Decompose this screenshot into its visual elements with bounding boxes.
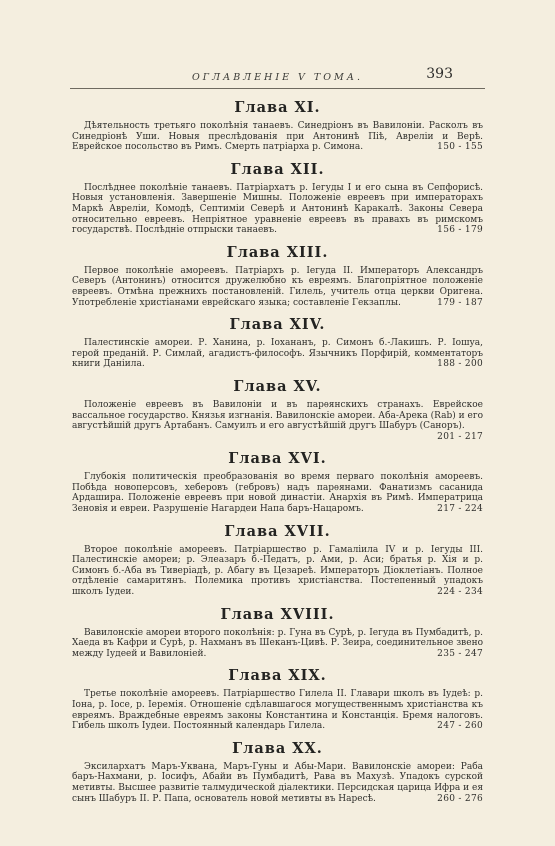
chapter-18	[72, 607, 483, 660]
chapter-summary	[72, 762, 483, 804]
summary-text: Первое поколѣніе амореевъ. Патріархъ р. Іегуда II. Императоръ Александръ Северъ (Антонинъ) относится дружелюбно къ евреямъ. Благопріятное положеніе евреевъ. Отмѣна прежнихъ постановленій. Гилель, учитель отца церкви Оригена. Употребленіе христіанами еврейскаго языка; составленіе Гекзаплы.	[72, 265, 483, 308]
chapter-11	[72, 100, 483, 153]
summary-text: Второе поколѣніе амореевъ. Патріаршество р. Гамаліила IV и р. Іегуды III. Палестинскіе амореи; р. Элеазаръ б.-Педатъ, р. Ами, р. Аси; братья р. Хія и р. Симонъ б.-Аба въ Тиверіадѣ, р. Абагу въ Цезареѣ. Императоръ Діоклетіанъ. Полное отдѣленіе самаритянъ. Полемика противъ христіанства. Постепенный упадокъ школъ Іудеи.	[72, 544, 483, 598]
summary-text: Дѣятельность третьяго поколѣнія танаевъ. Синедріонъ въ Вавилоніи. Расколъ въ Синедріонѣ Уши. Новыя преслѣдованія при Антонинѣ Піѣ, Авреліи и Верѣ. Еврейское посольство въ Римъ. Смерть патріарха р. Симона.	[72, 121, 483, 153]
chapter-13	[72, 245, 483, 308]
chapter-19	[72, 668, 483, 731]
chapter-heading: Глава XI.	[234, 99, 321, 116]
table-of-contents	[72, 100, 483, 813]
chapter-16	[72, 451, 483, 514]
chapter-heading: Глава XV.	[233, 377, 322, 395]
summary-text: Третье поколѣніе амореевъ. Патріаршество Гилела II. Главари школъ въ Іудеѣ: р. Іона, р. Іосе, р. Іеремія. Отношеніе сдѣлавшагося могущественнымъ христіанства къ евреямъ. Враждебные евреямъ законы Константина и Констанція. Бремя налоговъ. Гибель школъ Іудеи. Постоянный календарь Гилела.	[72, 689, 483, 732]
chapter-summary	[72, 338, 483, 370]
summary-text: Послѣднее поколѣніе танаевъ. Патріархатъ р. Іегуды I и его сына въ Сепфорисѣ. Новыя установленія. Завершеніе Мишны. Положеніе евреевъ при императорахъ Маркѣ Авреліи, Комодѣ, Септиміи Северѣ и Антонинѣ Каракалѣ. Законы Севера относительно евреевъ. Непріятное уравненіе евреевъ въ правахъ въ римскомъ государствѣ. Послѣдніе отпрыски танаевъ.	[72, 182, 483, 236]
page-range: 156 - 179	[437, 225, 483, 236]
chapter-17	[72, 524, 483, 598]
chapter-15	[72, 379, 483, 442]
chapter-14	[72, 317, 483, 370]
page-range: 179 - 187	[437, 297, 483, 308]
chapter-summary	[72, 121, 483, 153]
page-range: 150 - 155	[437, 142, 483, 153]
chapter-heading: Глава XII.	[230, 160, 325, 178]
chapter-summary	[72, 472, 483, 514]
chapter-heading: Глава XVII.	[224, 522, 331, 540]
page-number: 393	[426, 66, 453, 82]
chapter-summary	[72, 628, 483, 660]
chapter-summary	[72, 400, 483, 442]
running-head	[0, 66, 555, 86]
summary-text: Эксилархатъ Маръ-Уквана, Маръ-Гуны и Абы-Мари. Вавилонскіе амореи: Раба баръ-Нахмани, р. Іосифъ, Абайи въ Пумбадитѣ, Рава въ Махузѣ. Упадокъ сурской метивты. Высшее развитіе талмудической діалектики. Персидская царица Ифра и ея сынъ Шабуръ II. Р. Папа, основатель новой метивты въ Наресѣ.	[72, 761, 483, 804]
summary-text: Палестинскіе амореи. Р. Ханина, р. Іохананъ, р. Симонъ б.-Лакишъ. Р. Іошуа, герой преданій. Р. Симлай, агадистъ-философъ. Язычникъ Порфирій, комментаторъ книги Даніила.	[72, 338, 483, 370]
chapter-heading: Глава XVI.	[228, 450, 327, 468]
chapter-summary	[72, 266, 483, 308]
page-range: 217 - 224	[437, 504, 483, 515]
chapter-12	[72, 162, 483, 236]
page-range: 224 - 234	[437, 587, 483, 598]
chapter-summary	[72, 183, 483, 236]
summary-text: Глубокія политическія преобразованія во время перваго поколѣнія амореевъ. Побѣда новоперсовъ, хеберовъ (гебровъ) надъ парѳянами. Фанатизмъ сасанида Ардашира. Положеніе евреевъ при новой династіи. Анархія въ Римѣ. Императрица Зеновія и евреи. Разрушеніе Нагардеи Напа баръ-Нацаромъ.	[72, 472, 483, 515]
chapter-summary	[72, 689, 483, 731]
summary-text: Вавилонскіе амореи второго поколѣнія: р. Гуна въ Сурѣ, р. Іегуда въ Пумбадитѣ, р. Хаеда въ Кафри и Сурѣ, р. Нахманъ въ Шеканъ-Цивѣ. Р. Зеира, соединительное звено между Іудеей и Вавилоніей.	[72, 627, 483, 659]
chapter-summary	[72, 545, 483, 598]
chapter-heading: Глава XX.	[232, 739, 323, 757]
chapter-20	[72, 741, 483, 804]
running-title: ОГЛАВЛЕНІЕ V ТОМА.	[192, 72, 363, 83]
page-range: 188 - 200	[437, 359, 483, 370]
chapter-heading: Глава XVIII.	[220, 605, 335, 623]
chapter-heading: Глава XIV.	[229, 316, 326, 334]
page-range: 201 - 217	[437, 431, 483, 442]
chapter-heading: Глава XIII.	[226, 243, 329, 261]
header-rule	[70, 88, 485, 89]
bottom-margin	[0, 806, 555, 846]
page-range: 260 - 276	[437, 793, 483, 804]
summary-text: Положеніе евреевъ въ Вавилоніи и въ парѳянскихъ странахъ. Еврейское вассальное государство. Князья изгнанія. Вавилонскіе амореи. Аба-Арека (Rab) и его августѣйшій другъ Артабанъ. Самуилъ и его августѣйшій другъ Шабуръ (Саноръ).	[72, 399, 483, 432]
page-range: 235 - 247	[437, 648, 483, 659]
page-range: 247 - 260	[437, 721, 483, 732]
chapter-heading: Глава XIX.	[228, 667, 327, 685]
